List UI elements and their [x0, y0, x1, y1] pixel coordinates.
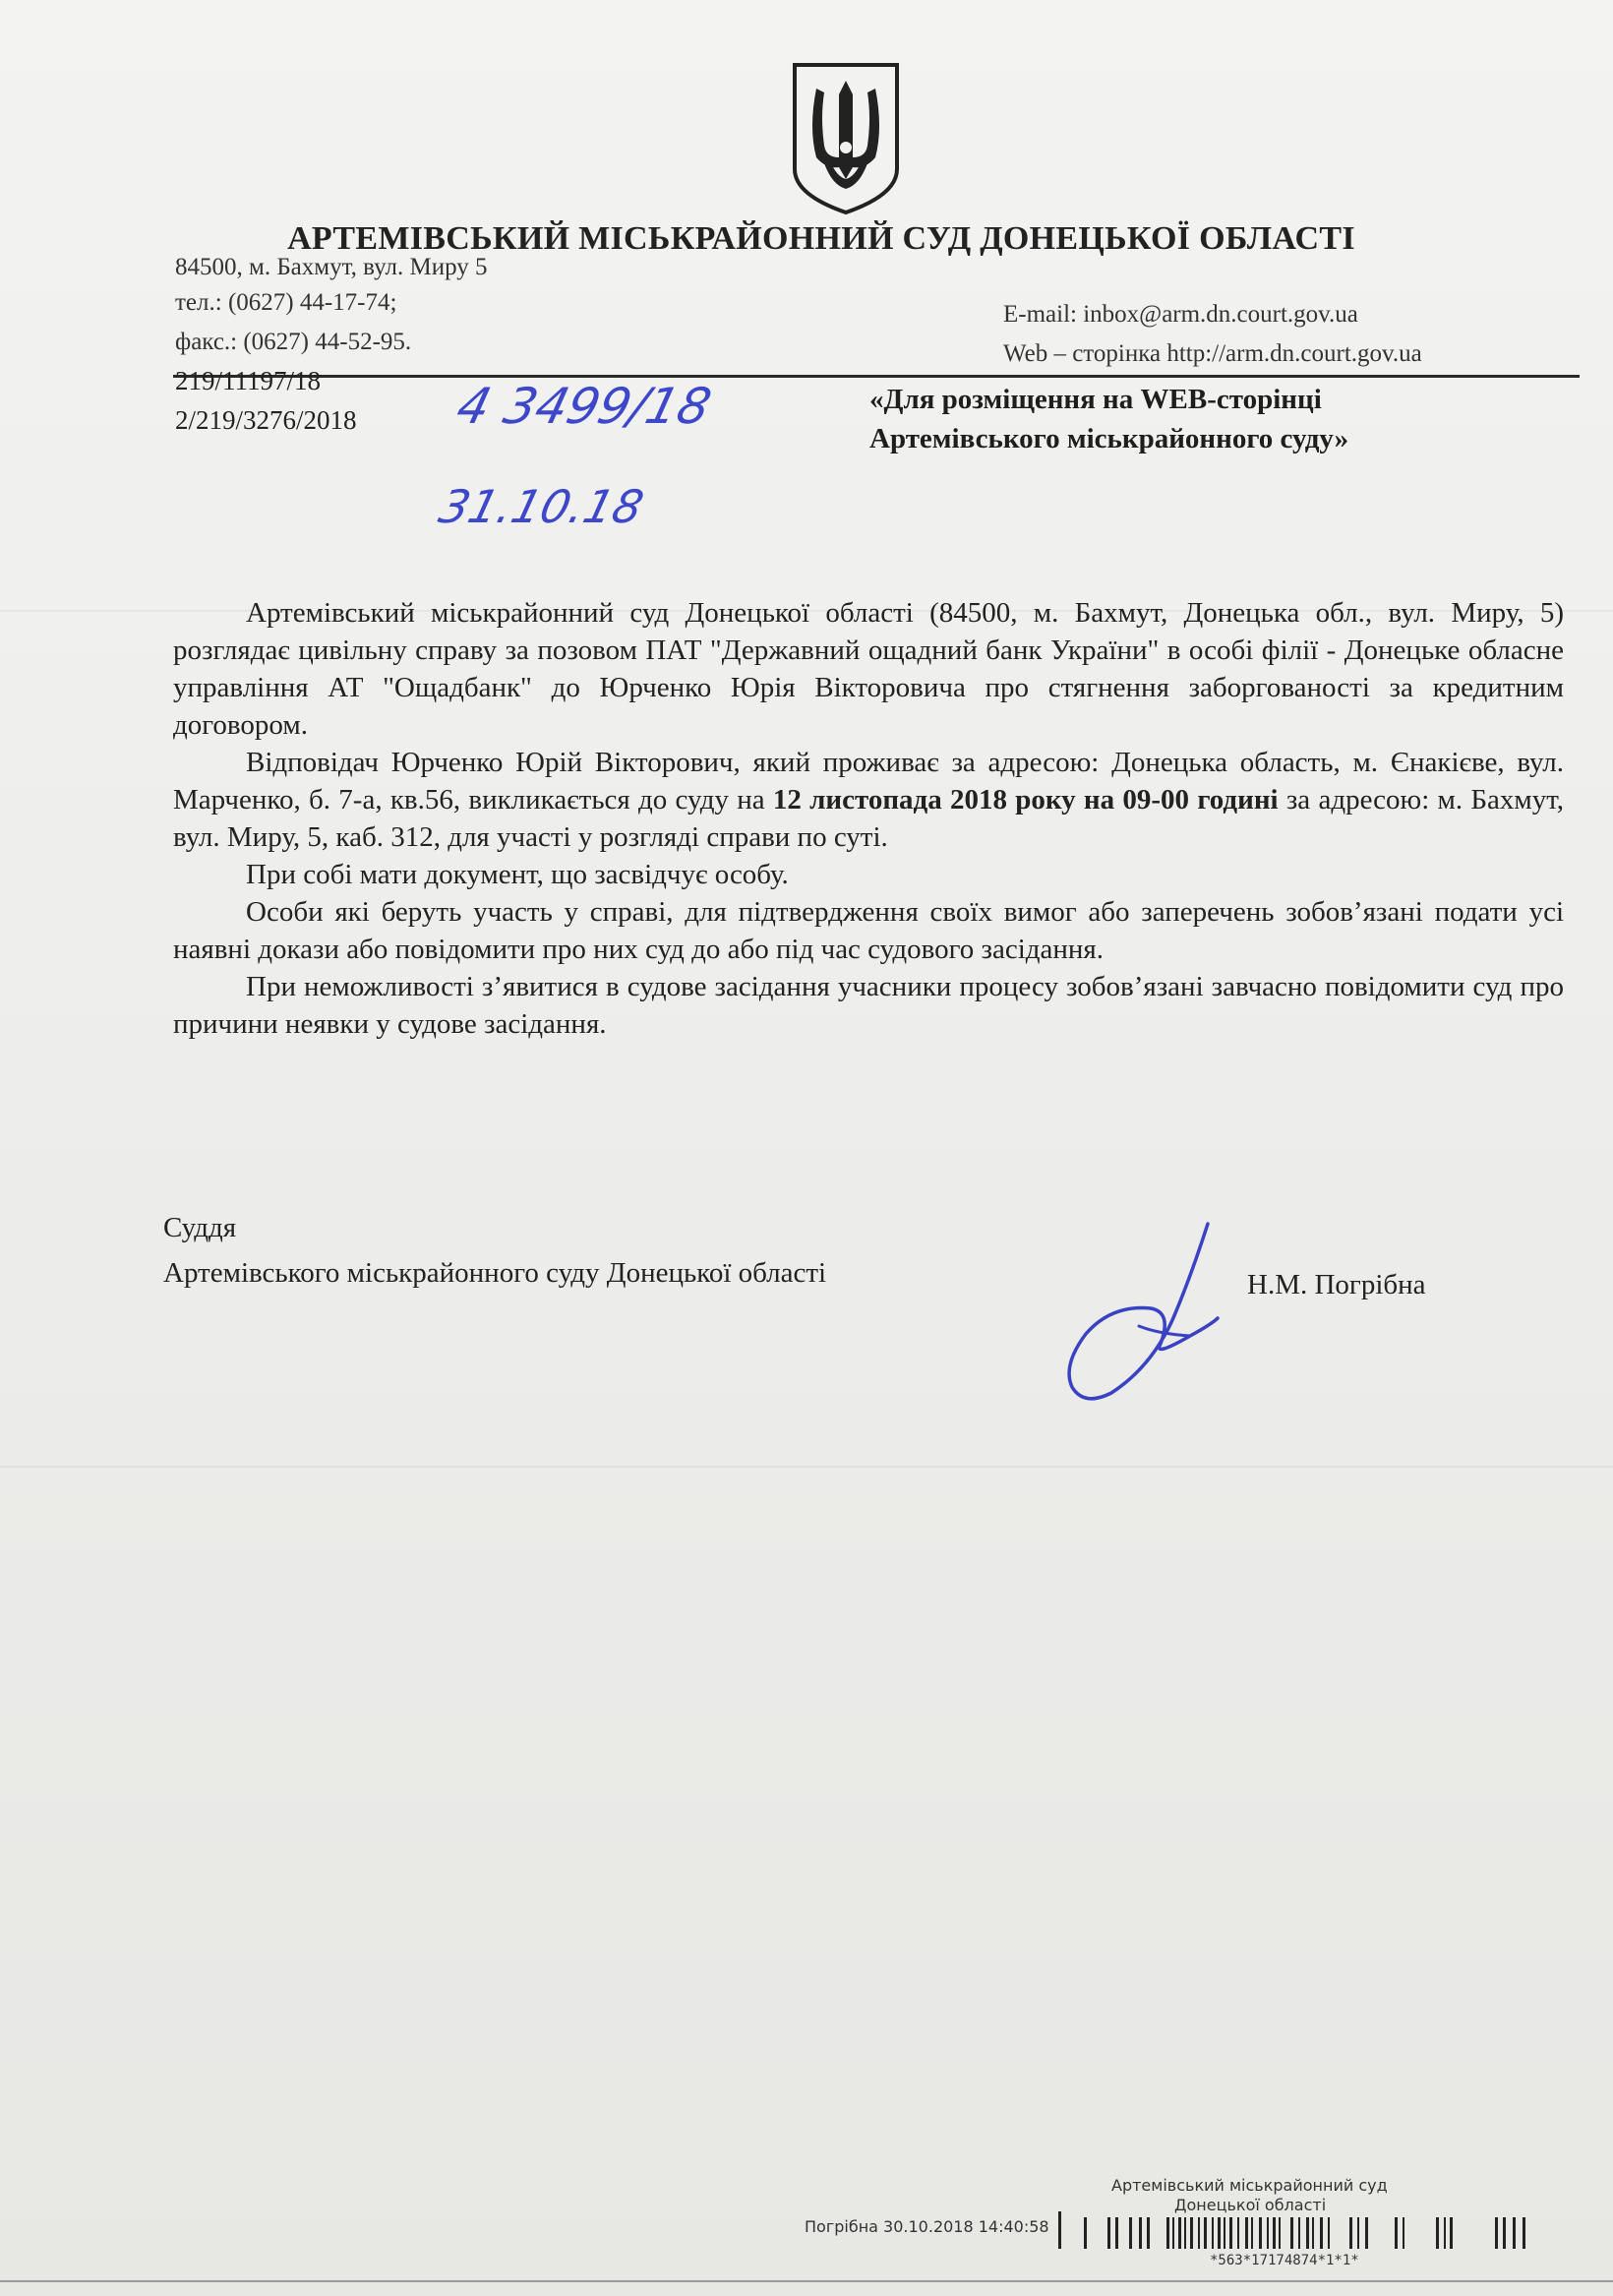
court-phone: тел.: (0627) 44-17-74;: [175, 289, 397, 316]
handwritten-date: 31.10.18: [434, 480, 649, 533]
stamp-court-line-2: Донецької області: [1174, 2196, 1327, 2214]
web-publication-notice: [869, 380, 1348, 458]
handwritten-incoming-number: 4 3499/18: [450, 378, 717, 435]
judge-court: Артемівського міськрайонного суду Донецької області: [163, 1257, 827, 1289]
notice-line-2: Артемівського міськрайонного суду»: [869, 423, 1349, 454]
scan-edge: [0, 2280, 1613, 2282]
court-email: E-mail: inbox@arm.dn.court.gov.ua: [1003, 301, 1358, 328]
summons-text-start: Відповідач Юрченко Юрій Вікторович, який проживає за адресою: Донецька область, м. Єнакієве, вул. Марченко, б. 7-а, кв.56, викликається до суду на: [173, 747, 1564, 816]
judge-name: Н.М. Погрібна: [1247, 1269, 1426, 1300]
paper-crease: [0, 1466, 1613, 1468]
barcode-number: *563*17174874*1*1*: [1210, 2253, 1359, 2268]
court-name-heading: АРТЕМІВСЬКИЙ МІСЬКРАЙОННИЙ СУД ДОНЕЦЬКОЇ ОБЛАСТІ: [287, 220, 1355, 257]
summons-text-end: за адресою: м. Бахмут, вул. Миру, 5, каб. 312, для участі у розгляді справи по суті.: [173, 784, 1564, 853]
notice-line-1: «Для розміщення на WEB-сторінці: [869, 384, 1322, 415]
stamp-court-line-1: Артемівський міськрайонний суд: [1111, 2176, 1388, 2195]
paragraph-case: Артемівський міськрайонний суд Донецької області (84500, м. Бахмут, Донецька обл., вул. Миру, 5) розглядає цивільну справу за позовом ПАТ "Державний ощадний банк України" в особі філії - Донецьке обласне управління АТ "Ощадбанк" до Юрченко Юрія Вікторовича про стягнення заборгованості за кредитним договором.: [173, 597, 1564, 741]
paragraph-identity: При собі мати документ, що засвідчує особу.: [246, 859, 789, 890]
paragraph-summons: [173, 744, 1564, 856]
case-number: 219/11197/18: [175, 366, 321, 395]
barcode-icon: [1054, 2211, 1546, 2251]
trident-emblem-icon: [787, 59, 905, 216]
registration-stamp-court: [1111, 2176, 1613, 2215]
header-divider: [173, 375, 1580, 378]
registration-timestamp: Погрібна 30.10.2018 14:40:58: [805, 2217, 1049, 2236]
proceeding-number: 2/219/3276/2018: [175, 405, 357, 435]
court-web: Web – сторінка http://arm.dn.court.gov.ua: [1003, 340, 1422, 367]
court-fax: факс.: (0627) 44-52-95.: [175, 329, 412, 355]
hearing-datetime: 12 листопада 2018 року на 09-00 годині: [772, 784, 1279, 816]
court-address: 84500, м. Бахмут, вул. Миру 5: [175, 254, 488, 280]
paragraph-absence: При неможливості з’явитися в судове засідання учасники процесу зобов’язані завчасно повідомити суд про причини неявки у судове засідання.: [173, 971, 1564, 1040]
paragraph-evidence: Особи які беруть участь у справі, для підтвердження своїх вимог або заперечень зобов’язані подати усі наявні докази або повідомити про них суд до або під час судового засідання.: [173, 896, 1564, 965]
judge-title: Суддя: [163, 1212, 237, 1243]
summons-body: [173, 594, 1564, 1043]
judge-signature: [1043, 1210, 1229, 1407]
